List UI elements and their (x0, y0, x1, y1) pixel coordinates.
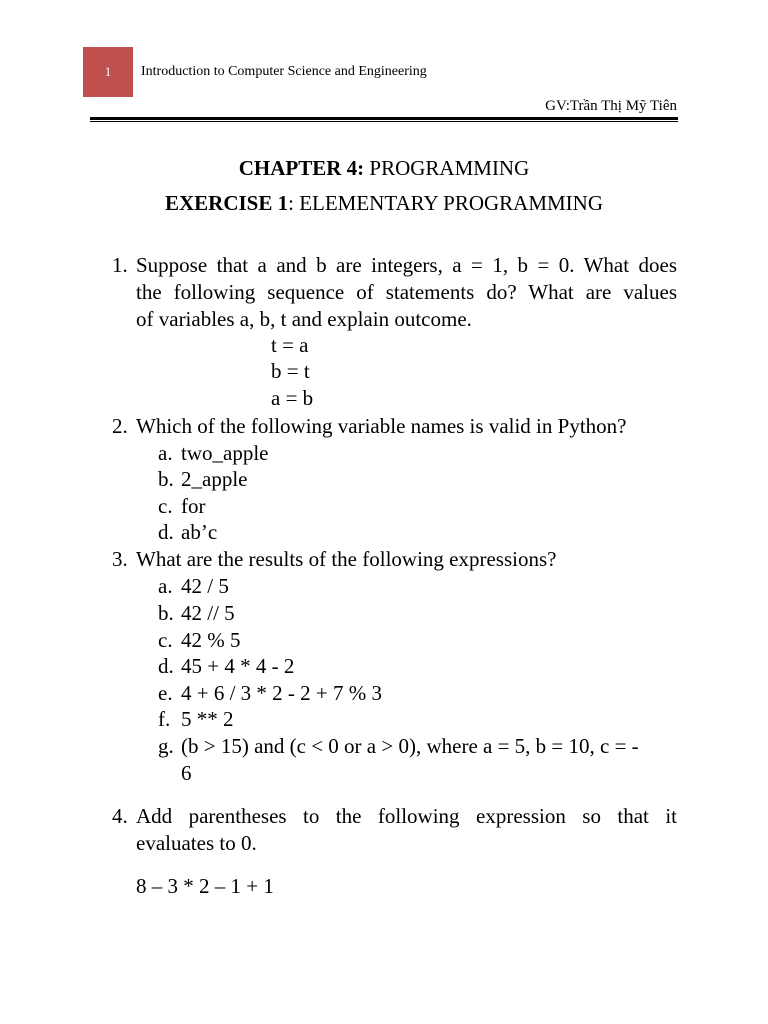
question-1-line-3: of variables a, b, t and explain outcome. (136, 307, 472, 331)
page-number: 1 (104, 64, 112, 79)
option-text: 2_apple (181, 467, 248, 491)
exercise-title (0, 191, 768, 216)
option-text: 42 % 5 (181, 628, 241, 652)
question-number: 4. (112, 804, 128, 828)
option-text: 6 (181, 761, 192, 785)
chapter-label: CHAPTER 4: (238, 156, 365, 180)
chapter-title (0, 156, 768, 181)
option-text: 42 // 5 (181, 601, 235, 625)
question-4-line-1: Add parentheses to the following expression so that it (136, 804, 677, 828)
question-1-line-1: Suppose that a and b are integers, a = 1, b = 0. What does (136, 253, 677, 277)
code-line: a = b (271, 386, 314, 410)
chapter-name: PROGRAMMING (364, 156, 530, 180)
option-letter: a. (158, 574, 173, 598)
question-2-text: Which of the following variable names is valid in Python? (136, 414, 627, 438)
exercise-name: : ELEMENTARY PROGRAMMING (288, 191, 603, 215)
author-name: GV:Trần Thị Mỹ Tiên (545, 98, 677, 114)
option-letter: c. (158, 494, 173, 518)
question-3-text: What are the results of the following expressions? (136, 547, 557, 571)
option-letter: b. (158, 601, 174, 625)
course-title: Introduction to Computer Science and Engineering (141, 64, 427, 79)
code-line: t = a (271, 333, 309, 357)
option-text: 45 + 4 * 4 - 2 (181, 654, 295, 678)
question-number: 1. (112, 253, 128, 277)
option-letter: d. (158, 520, 174, 544)
option-text: 42 / 5 (181, 574, 229, 598)
question-number: 2. (112, 414, 128, 438)
option-letter: g. (158, 734, 174, 758)
option-text: 4 + 6 / 3 * 2 - 2 + 7 % 3 (181, 681, 383, 705)
question-number: 3. (112, 547, 128, 571)
option-letter: a. (158, 441, 173, 465)
option-text: (b > 15) and (c < 0 or a > 0), where a = 5, b = 10, c = - (181, 734, 639, 758)
option-text: for (181, 494, 206, 518)
option-letter: b. (158, 467, 174, 491)
option-text: ab’c (181, 520, 218, 544)
option-letter: f. (158, 707, 171, 731)
option-letter: c. (158, 628, 173, 652)
option-text: 5 ** 2 (181, 707, 234, 731)
option-text: two_apple (181, 441, 269, 465)
question-4-expression: 8 – 3 * 2 – 1 + 1 (136, 874, 274, 898)
header-divider (90, 117, 678, 120)
page-number-badge (83, 47, 133, 97)
exercise-label: EXERCISE 1 (164, 191, 289, 215)
option-letter: d. (158, 654, 174, 678)
header-divider-thin (90, 121, 678, 122)
option-letter: e. (158, 681, 173, 705)
question-1-line-2: the following sequence of statements do? What are values (136, 280, 677, 304)
code-line: b = t (271, 359, 310, 383)
question-4-line-2: evaluates to 0. (136, 831, 257, 855)
